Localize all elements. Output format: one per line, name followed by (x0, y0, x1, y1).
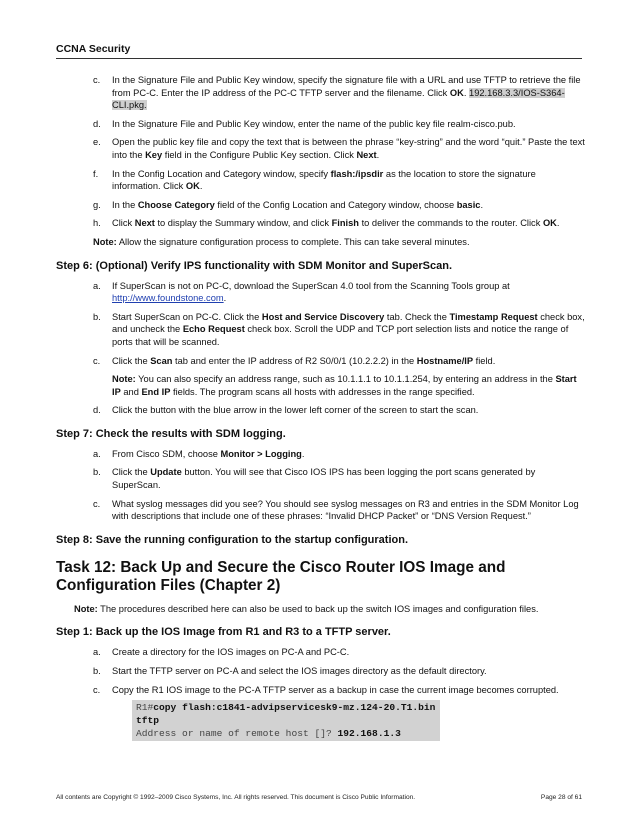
text-run: Open the public key file and copy the text that is between the phrase “key-string” and the word “quit.” Paste the text into the (112, 137, 585, 160)
list-item-label: c. (93, 355, 101, 366)
page-footer (56, 794, 582, 801)
text-run: Click the button with the blue arrow in the lower left corner of the screen to start the scan. (112, 405, 479, 416)
bold-term: Key (145, 149, 163, 160)
bold-term: Note: (93, 236, 117, 247)
list-item (56, 665, 586, 678)
list-item-label: a. (93, 448, 101, 459)
list-item-label: f. (93, 168, 99, 179)
text-run: check box, and uncheck the (112, 311, 585, 335)
list-item (56, 168, 586, 193)
list-item (56, 74, 586, 112)
text-run: field. (473, 355, 496, 366)
code-block (132, 700, 440, 741)
list-item-label: a. (93, 280, 101, 291)
step8-heading: Step 8: Save the running configuration to the startup configuration. (56, 533, 409, 546)
step1-items (56, 646, 586, 696)
bold-term: Host and Service Discovery (261, 311, 385, 322)
footer-copyright: All contents are Copyright © 1992–2009 Cisco Systems, Inc. All rights reserved. This document is Cisco Public Information. (56, 794, 416, 801)
code-command: copy flash:c1841-advipservicesk9-mz.124-20.T1.bin tftp (136, 702, 436, 727)
text-run: as the location to store the signature information. Click (112, 168, 536, 192)
code-line (136, 701, 436, 727)
text-run: check box. Scroll the UDP and TCP port selection lists and notice the range of ports that will be scanned. (112, 324, 569, 347)
list-item (56, 404, 586, 417)
bold-term: flash:/ipsdir (330, 168, 384, 179)
list-item-label: d. (93, 118, 101, 129)
text-run: and (120, 386, 142, 397)
text-run: In the Signature File and Public Key window, specify the signature file with a URL and use TFTP to retrieve the file from PC-C. Enter the IP address of the PC-C TFTP server and the filename. Click (112, 75, 581, 98)
bold-term: OK (185, 181, 200, 192)
step7-items (56, 448, 586, 523)
list-item (56, 280, 586, 305)
list-item (56, 199, 586, 212)
step6-item-d (56, 404, 586, 417)
top-note (56, 236, 586, 249)
step1-heading: Step 1: Back up the IOS Image from R1 and R3 to a TFTP server. (56, 626, 391, 639)
text-run: You can also specify an address range, such as 10.1.1.1 to 10.1.1.254, by entering an address in the (135, 374, 556, 385)
text-run: . (223, 293, 227, 304)
list-item-label: e. (93, 137, 101, 148)
text-run: . (376, 149, 380, 160)
code-prompt: Address or name of remote host []? (136, 728, 338, 740)
bold-term: End IP (141, 386, 171, 397)
text-run: tab. Check the (384, 311, 450, 322)
step6-note (56, 373, 586, 398)
footer-page-number: Page 28 of 61 (540, 794, 582, 801)
list-item (56, 646, 586, 659)
text-run: Click (112, 218, 135, 229)
list-item-label: c. (93, 498, 101, 509)
text-run: Click the (112, 467, 151, 478)
list-item-label: g. (93, 199, 101, 210)
list-item (56, 466, 586, 491)
bold-term: Echo Request (182, 324, 245, 335)
list-item-label: a. (93, 647, 101, 658)
list-item-label: b. (93, 311, 101, 322)
page-header-title: CCNA Security (56, 43, 131, 55)
text-run: field of the Config Location and Category window, choose (214, 199, 457, 210)
text-run: From Cisco SDM, choose (112, 448, 221, 459)
text-run: Click the (112, 355, 151, 366)
text-run: Create a directory for the IOS images on PC-A and PC-C. (112, 647, 350, 658)
text-run: fields. The program scans all hosts with addresses in the range specified. (170, 386, 475, 397)
text-run: . (556, 218, 560, 229)
bold-term: OK (449, 87, 464, 98)
text-run: Allow the signature configuration process to complete. This can take several minutes. (116, 236, 470, 247)
bold-term: Finish (331, 218, 359, 229)
text-run: button. You will see that Cisco IOS IPS has been logging the port scans generated by SuperScan. (112, 467, 536, 491)
text-run: to display the Summary window, and click (154, 218, 332, 229)
list-item-label: c. (93, 75, 101, 85)
top-items (56, 74, 586, 230)
bold-term: Next (356, 149, 377, 160)
text-run: In the Config Location and Category window, specify (112, 168, 331, 179)
bold-term: Next (134, 218, 155, 229)
header-rule (56, 58, 582, 59)
text-run: Start the TFTP server on PC-A and select the IOS images directory as the default directory. (112, 666, 487, 677)
list-item (56, 448, 586, 461)
text-run: field in the Configure Public Key section. Click (162, 149, 357, 160)
bold-term: Timestamp Request (449, 311, 538, 322)
list-item (56, 217, 586, 230)
bold-term: Note: (112, 374, 136, 385)
code-command: 192.168.1.3 (337, 728, 401, 740)
text-run: Start SuperScan on PC-C. Click the (112, 311, 262, 322)
bold-term: Choose Category (137, 199, 215, 210)
text-run: . (463, 87, 470, 98)
task12-heading: Task 12: Back Up and Secure the Cisco Router IOS Image and Configuration Files (Chapter 2) (56, 558, 506, 594)
text-run: . (199, 181, 203, 192)
code-prompt: R1# (136, 702, 154, 714)
text-run: If SuperScan is not on PC-C, download the SuperScan 4.0 tool from the Scanning Tools group at (112, 280, 510, 291)
text-run: . (301, 448, 305, 459)
list-item (56, 498, 586, 523)
list-item (56, 311, 586, 349)
list-item (56, 118, 586, 131)
text-run: tab and enter the IP address of R2 S0/0/1 (10.2.2.2) in the (172, 355, 417, 366)
bold-term: Monitor > Logging (220, 448, 302, 459)
bold-term: Hostname/IP (416, 355, 474, 366)
text-run: Copy the R1 IOS image to the PC-A TFTP server as a backup in case the current image becomes corrupted. (112, 684, 559, 695)
task12-note (56, 603, 586, 616)
text-run: . (480, 199, 484, 210)
list-item-label: h. (93, 218, 101, 229)
bold-term: Scan (150, 355, 173, 366)
list-item-label: d. (93, 405, 101, 416)
text-run: In the (112, 199, 138, 210)
bold-term: Update (150, 467, 182, 478)
list-item (56, 136, 586, 161)
code-line (136, 727, 436, 740)
step7-heading: Step 7: Check the results with SDM logging. (56, 427, 286, 440)
hyperlink[interactable]: http://www.foundstone.com (112, 293, 224, 304)
page-content (56, 74, 586, 741)
step6-items (56, 280, 586, 368)
text-run: to deliver the commands to the router. Click (358, 218, 543, 229)
text-run: The procedures described here can also be used to back up the switch IOS images and configuration files. (97, 603, 539, 614)
step6-heading: Step 6: (Optional) Verify IPS functionality with SDM Monitor and SuperScan. (56, 259, 453, 272)
list-item (56, 355, 586, 368)
text-run: What syslog messages did you see? You should see syslog messages on R3 and entries in the SDM Monitor Log with descriptions that include one of these phrases: “Invalid DHCP Packet” or “DNS Version Request.” (112, 498, 579, 522)
bold-term: Note: (74, 603, 98, 614)
bold-term: Start IP (112, 374, 577, 397)
list-item-label: c. (93, 684, 101, 695)
list-item-label: b. (93, 467, 101, 478)
highlighted-text: 192.168.3.3/IOS-S364-CLI.pkg. (112, 87, 565, 111)
list-item (56, 684, 586, 697)
bold-term: basic (456, 199, 481, 210)
list-item-label: b. (93, 666, 101, 677)
text-run: In the Signature File and Public Key window, enter the name of the public key file realm-cisco.pub. (112, 118, 516, 129)
bold-term: OK (542, 218, 557, 229)
